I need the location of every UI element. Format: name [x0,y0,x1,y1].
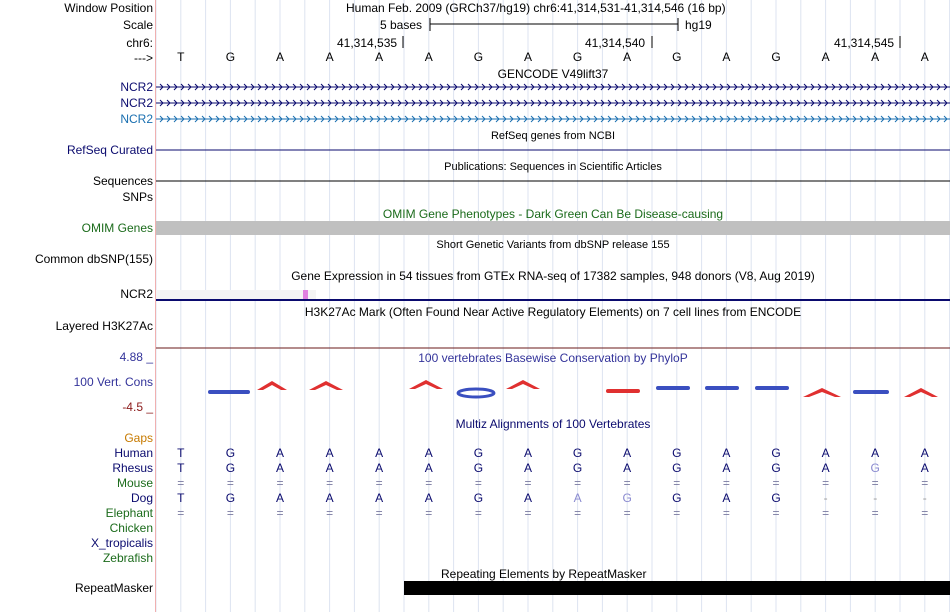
base-letter: A [325,50,334,64]
alignment-base: = [822,476,830,490]
alignment-base: A [722,461,731,475]
alignment-base: = [673,506,681,520]
alignment-base: = [177,476,185,490]
conservation-glyph-bar [208,390,250,394]
alignment-base: T [177,446,185,460]
repeatmasker-bar [404,581,950,595]
species-label-dog[interactable]: Dog [130,491,153,505]
alignment-base: A [375,446,384,460]
base-letter: G [771,50,781,64]
alignment-base: A [424,446,433,460]
alignment-base: - [873,491,878,505]
alignment-base: G [771,491,781,505]
conservation-glyph-bar [606,389,640,393]
conservation-glyph-a [506,380,540,389]
alignment-base: = [276,506,284,520]
omim-bar [156,221,950,235]
alignment-base: A [623,461,632,475]
species-label-human[interactable]: Human [114,446,153,460]
base-letter: A [275,50,284,64]
base-letter: A [623,50,632,64]
species-label-mouse[interactable]: Mouse [116,476,153,490]
h3k27ac-title[interactable]: H3K27Ac Mark (Often Found Near Active Regulatory Elements) on 7 cell lines from ENCODE [304,305,802,319]
window-position-text: Human Feb. 2009 (GRCh37/hg19) chr6:41,314,531-41,314,546 (16 bp) [346,1,726,15]
chrom-label: chr6: [126,36,153,50]
conservation-glyph-bar [853,390,889,394]
species-label-rhesus[interactable]: Rhesus [112,461,153,475]
gencode-title[interactable]: GENCODE V49lift37 [497,67,609,81]
alignment-base: A [275,446,284,460]
alignment-base: = [772,506,780,520]
snps-label[interactable]: SNPs [122,190,153,204]
alignment-base: G [672,491,682,505]
alignment-base: T [177,461,185,475]
gencode-track-label-3[interactable]: NCR2 [120,112,153,126]
conservation-glyph-a [409,380,443,389]
omim-title[interactable]: OMIM Gene Phenotypes - Dark Green Can Be Disease-causing [382,207,724,221]
phylop-max-label: 4.88 _ [119,350,153,364]
base-letter: G [572,50,583,64]
alignment-base: A [920,461,929,475]
alignment-base: A [424,491,433,505]
gencode-track-label-2[interactable]: NCR2 [120,96,153,110]
alignment-base: = [822,506,830,520]
alignment-base: G [622,491,632,505]
position-label-2: 41,314,540 [585,36,646,50]
base-letter: G [225,50,236,64]
alignment-base: = [524,476,532,490]
alignment-base: G [771,446,781,460]
scale-assembly: hg19 [685,18,712,32]
alignment-base: = [623,476,631,490]
alignment-base: G [225,491,236,505]
alignment-base: = [474,476,482,490]
alignment-base: = [772,476,780,490]
layered-h3k27ac-label[interactable]: Layered H3K27Ac [55,319,153,333]
repeatmasker-label[interactable]: RepeatMasker [74,581,153,595]
alignment-base: G [771,461,781,475]
species-label-zebrafish[interactable]: Zebrafish [102,551,153,565]
alignment-base: = [375,476,383,490]
alignment-base: = [375,506,383,520]
alignment-base: G [572,461,583,475]
multiz-title[interactable]: Multiz Alignments of 100 Vertebrates [455,417,651,431]
alignment-base: A [920,446,929,460]
conservation-glyph-bar [755,386,789,390]
window-position-label: Window Position [64,1,153,15]
refseq-title[interactable]: RefSeq genes from NCBI [490,130,616,142]
conservation-glyph-bar [705,386,739,390]
alignment-base: G [473,446,484,460]
alignment-base: = [574,476,582,490]
alignment-base: A [325,461,334,475]
position-label-1: 41,314,535 [337,36,398,50]
alignment-base: = [574,506,582,520]
gtex-expression-bar [303,290,308,299]
alignment-base: = [226,506,234,520]
refseq-curated-label[interactable]: RefSeq Curated [66,143,153,157]
conservation-glyph-bar [656,386,690,390]
alignment-base: A [821,461,830,475]
alignment-base: A [623,446,632,460]
alignment-base: = [921,476,929,490]
alignment-base: = [226,476,234,490]
publications-sequences-label[interactable]: Sequences [92,174,153,188]
base-letter: A [523,50,532,64]
phylop-min-label: -4.5 _ [122,400,153,414]
publications-title[interactable]: Publications: Sequences in Scientific Articles [444,161,662,173]
alignment-base: = [474,506,482,520]
alignment-base: A [325,446,334,460]
alignment-base: = [871,506,879,520]
base-letter: A [871,50,880,64]
alignment-base: = [623,506,631,520]
alignment-base: - [922,491,927,505]
alignment-base: = [871,476,879,490]
alignment-base: A [325,491,334,505]
species-label-x_tropicalis[interactable]: X_tropicalis [90,536,153,550]
gtex-shade [156,290,316,299]
scale-text: 5 bases [380,18,423,32]
conservation-glyph-a [904,388,938,397]
alignment-base: = [425,506,433,520]
base-letter: G [672,50,682,64]
alignment-base: G [225,461,236,475]
alignment-base: G [473,491,484,505]
base-letter: A [920,50,929,64]
alignment-base: A [523,491,532,505]
alignment-base: = [326,476,334,490]
alignment-base: A [424,461,433,475]
alignment-base: A [722,491,731,505]
base-letter: G [473,50,484,64]
alignment-base: A [523,446,532,460]
alignment-base: G [870,461,880,475]
alignment-base: A [275,491,284,505]
alignment-base: A [375,461,384,475]
alignment-base: A [722,446,731,460]
phylop-title[interactable]: 100 vertebrates Basewise Conservation by PhyloP [418,351,688,365]
alignment-base: = [177,506,185,520]
repeatmasker-title[interactable]: Repeating Elements by RepeatMasker [441,567,647,581]
alignment-base: A [275,461,284,475]
alignment-base: = [276,476,284,490]
alignment-base: - [823,491,828,505]
species-label-chicken[interactable]: Chicken [109,521,153,535]
scale-label: Scale [122,18,153,32]
alignment-base: G [473,461,484,475]
alignment-base: G [672,446,682,460]
gtex-title[interactable]: Gene Expression in 54 tissues from GTEx RNA-seq of 17382 samples, 948 donors (V8, Aug 2019) [291,269,815,283]
gencode-track-label-1[interactable]: NCR2 [120,80,153,94]
omim-genes-label[interactable]: OMIM Genes [81,221,153,235]
vert-cons-label[interactable]: 100 Vert. Cons [73,375,153,389]
conservation-glyph-a [257,381,287,390]
alignment-base: G [225,446,236,460]
position-label-3: 41,314,545 [834,36,895,50]
gtex-ncr2-label[interactable]: NCR2 [120,287,153,301]
alignment-base: A [871,446,880,460]
base-letter: A [821,50,830,64]
base-letter: A [424,50,433,64]
conservation-glyph-a [803,388,841,397]
base-letter: A [722,50,731,64]
common-dbsnp-label[interactable]: Common dbSNP(155) [34,252,153,266]
alignment-base: T [177,491,185,505]
alignment-base: A [821,446,830,460]
conservation-glyph-a [309,381,343,390]
alignment-base: = [425,476,433,490]
gaps-label[interactable]: Gaps [124,431,153,445]
alignment-base: A [523,461,532,475]
base-letter: A [375,50,384,64]
alignment-base: G [572,446,583,460]
conservation-glyph-g [458,389,494,397]
alignment-base: = [524,506,532,520]
dbsnp-title[interactable]: Short Genetic Variants from dbSNP release 155 [436,239,670,251]
alignment-base: = [722,506,730,520]
alignment-base: = [326,506,334,520]
alignment-base: = [722,476,730,490]
alignment-base: G [672,461,682,475]
base-letter: T [177,50,185,64]
alignment-base: = [673,476,681,490]
alignment-base: A [375,491,384,505]
alignment-base: = [921,506,929,520]
species-label-elephant[interactable]: Elephant [105,506,153,520]
strand-arrow-label: ---> [134,51,153,65]
alignment-base: A [573,491,582,505]
